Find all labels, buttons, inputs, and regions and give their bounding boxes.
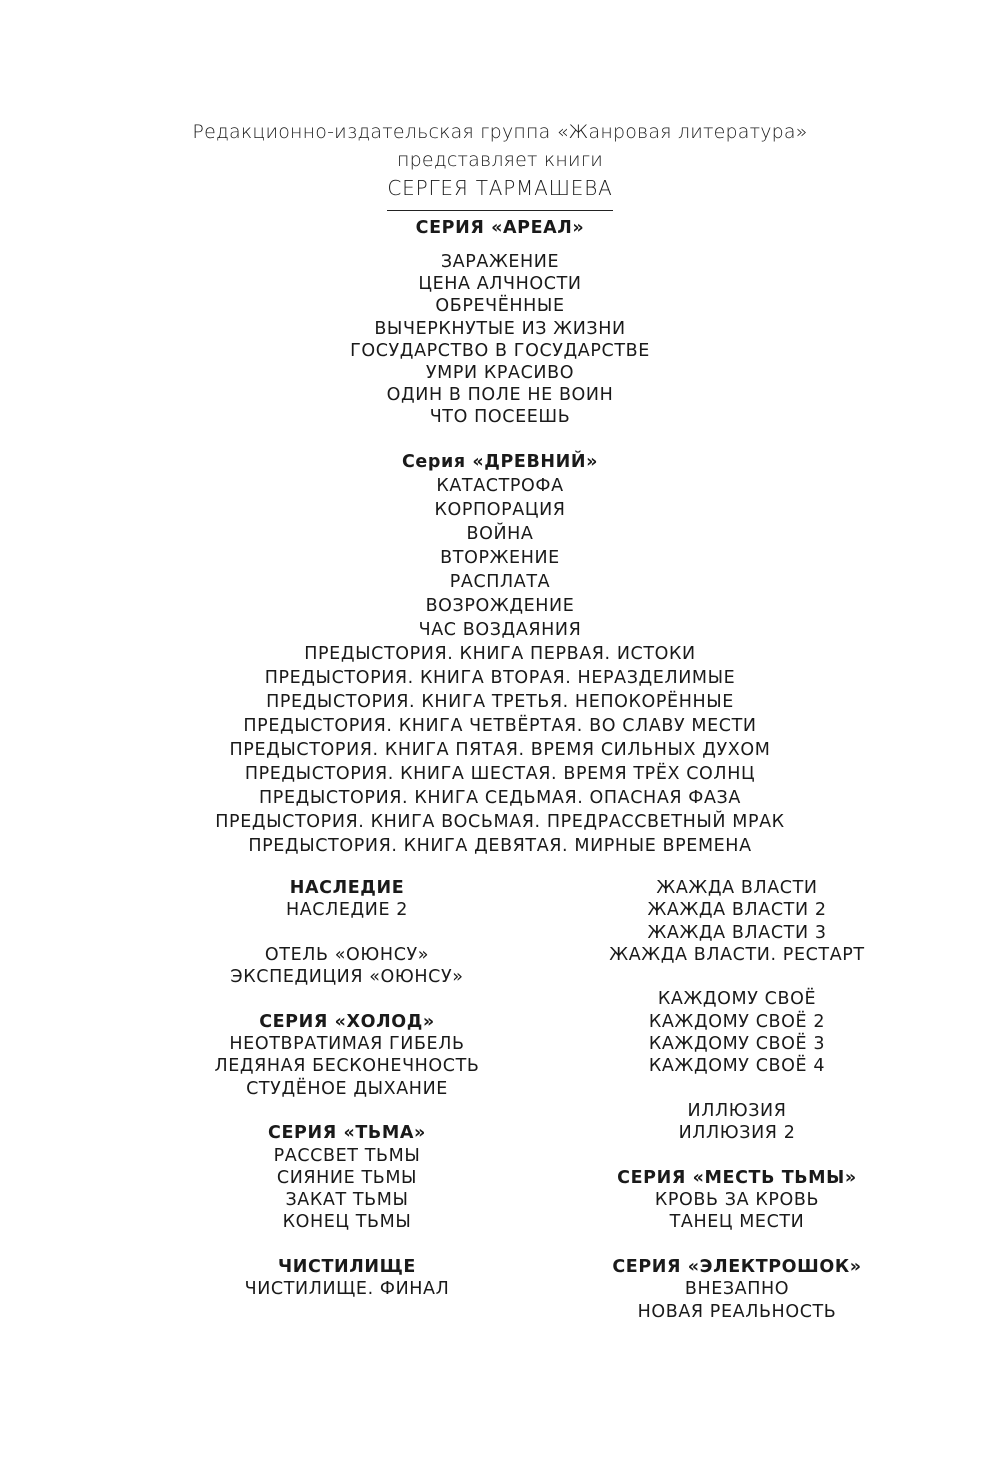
book-title: ГОСУДАРСТВО В ГОСУДАРСТВЕ bbox=[350, 340, 650, 361]
series-tma bbox=[157, 1122, 537, 1233]
presents-line: представляет книги bbox=[397, 149, 603, 171]
series-heading: СЕРИЯ «МЕСТЬ ТЬМЫ» bbox=[617, 1167, 857, 1188]
book-title: ЧАС ВОЗДАЯНИЯ bbox=[418, 620, 582, 640]
book-title: КАЖДОМУ СВОЁ 4 bbox=[648, 1056, 826, 1077]
book-title: ВНЕЗАПНО bbox=[684, 1279, 790, 1300]
book-title: ИЛЛЮЗИЯ 2 bbox=[678, 1123, 796, 1144]
book-title: КРОВЬ ЗА КРОВЬ bbox=[654, 1190, 820, 1211]
series-heading: СЕРИЯ «ХОЛОД» bbox=[259, 1011, 435, 1032]
series-heading: СЕРИЯ «ЭЛЕКТРОШОК» bbox=[612, 1257, 862, 1278]
book-title: ПРЕДЫСТОРИЯ. КНИГА ЧЕТВЁРТАЯ. ВО СЛАВУ МЕСТИ bbox=[243, 716, 757, 736]
book-title: ПРЕДЫСТОРИЯ. КНИГА ПЕРВАЯ. ИСТОКИ bbox=[304, 644, 696, 664]
book-title: РАСПЛАТА bbox=[449, 572, 551, 592]
book-title: КАТАСТРОФА bbox=[436, 476, 564, 496]
book-title: ЧТО ПОСЕЕШЬ bbox=[429, 407, 571, 428]
book-title: ВЫЧЕРКНУТЫЕ ИЗ ЖИЗНИ bbox=[374, 318, 626, 339]
right-column bbox=[547, 877, 927, 1345]
book-title: НОВАЯ РЕАЛЬНОСТЬ bbox=[637, 1301, 837, 1322]
book-title: ВОЗРОЖДЕНИЕ bbox=[425, 596, 575, 616]
book-title: КАЖДОМУ СВОЁ 2 bbox=[648, 1011, 826, 1032]
book-title: КОРПОРАЦИЯ bbox=[434, 500, 566, 520]
book-title: ИЛЛЮЗИЯ bbox=[687, 1100, 787, 1121]
book-title: НАСЛЕДИЕ 2 bbox=[285, 900, 409, 921]
book-title: ПРЕДЫСТОРИЯ. КНИГА ДЕВЯТАЯ. МИРНЫЕ ВРЕМЕНА bbox=[248, 836, 752, 856]
book-title: ПРЕДЫСТОРИЯ. КНИГА СЕДЬМАЯ. ОПАСНАЯ ФАЗА bbox=[259, 788, 741, 808]
series-holod bbox=[157, 1011, 537, 1100]
author-name: СЕРГЕЯ ТАРМАШЕВА bbox=[387, 176, 613, 200]
series-elektroshok bbox=[547, 1256, 927, 1323]
series-zhazhda bbox=[547, 877, 927, 966]
series-areal bbox=[0, 216, 1000, 429]
book-title: ПРЕДЫСТОРИЯ. КНИГА ТРЕТЬЯ. НЕПОКОРЁННЫЕ bbox=[266, 692, 734, 712]
series-oyunsu bbox=[157, 944, 537, 989]
book-title: КАЖДОМУ СВОЁ 3 bbox=[648, 1034, 826, 1055]
book-title: КАЖДОМУ СВОЁ bbox=[657, 989, 817, 1010]
series-heading: ЧИСТИЛИЩЕ bbox=[278, 1257, 416, 1278]
series-chistilische bbox=[157, 1256, 537, 1301]
series-drevniy bbox=[0, 450, 1000, 858]
book-title: КОНЕЦ ТЬМЫ bbox=[282, 1212, 412, 1233]
book-title: ОТЕЛЬ «ОЮНСУ» bbox=[264, 944, 430, 965]
book-title: ЛЕДЯНАЯ БЕСКОНЕЧНОСТЬ bbox=[214, 1056, 480, 1077]
book-title: ЖАЖДА ВЛАСТИ bbox=[656, 878, 818, 898]
series-illyuziya bbox=[547, 1100, 927, 1145]
book-title: СИЯНИЕ ТЬМЫ bbox=[276, 1167, 418, 1188]
series-heading: СЕРИЯ «ТЬМА» bbox=[268, 1123, 426, 1144]
book-title: ЖАЖДА ВЛАСТИ. РЕСТАРТ bbox=[609, 944, 865, 965]
book-title: ЗАРАЖЕНИЕ bbox=[440, 252, 560, 272]
publisher-header bbox=[0, 118, 1000, 211]
book-title: НЕОТВРАТИМАЯ ГИБЕЛЬ bbox=[229, 1034, 465, 1055]
series-heading: Серия «ДРЕВНИЙ» bbox=[401, 452, 599, 472]
book-title: ЧИСТИЛИЩЕ. ФИНАЛ bbox=[244, 1279, 450, 1300]
book-title: ЖАЖДА ВЛАСТИ 2 bbox=[647, 900, 827, 921]
series-mest-tmy bbox=[547, 1167, 927, 1234]
book-title: УМРИ КРАСИВО bbox=[425, 363, 575, 384]
publisher-line: Редакционно-издательская группа «Жанровая литература» bbox=[192, 121, 808, 143]
book-title: ВОЙНА bbox=[466, 524, 534, 544]
divider bbox=[387, 210, 613, 211]
series-nasledie bbox=[157, 877, 537, 922]
book-title: РАССВЕТ ТЬМЫ bbox=[273, 1145, 421, 1166]
book-title: ТАНЕЦ МЕСТИ bbox=[669, 1212, 805, 1233]
left-column bbox=[157, 877, 537, 1323]
series-heading: СЕРИЯ «АРЕАЛ» bbox=[415, 218, 585, 238]
book-title: ЗАКАТ ТЬМЫ bbox=[285, 1190, 409, 1211]
book-title: ПРЕДЫСТОРИЯ. КНИГА ВТОРАЯ. НЕРАЗДЕЛИМЫЕ bbox=[264, 668, 736, 688]
series-heading: НАСЛЕДИЕ bbox=[289, 878, 405, 898]
book-title: СТУДЁНОЕ ДЫХАНИЕ bbox=[246, 1078, 448, 1099]
book-title: ЖАЖДА ВЛАСТИ 3 bbox=[647, 922, 827, 943]
book-title: ПРЕДЫСТОРИЯ. КНИГА ШЕСТАЯ. ВРЕМЯ ТРЁХ СОЛНЦ bbox=[244, 764, 756, 784]
book-title: ЭКСПЕДИЦИЯ «ОЮНСУ» bbox=[230, 967, 464, 988]
book-title: ОБРЕЧЁННЫЕ bbox=[435, 296, 565, 317]
book-title: ПРЕДЫСТОРИЯ. КНИГА ПЯТАЯ. ВРЕМЯ СИЛЬНЫХ ДУХОМ bbox=[229, 740, 771, 760]
book-title: ПРЕДЫСТОРИЯ. КНИГА ВОСЬМАЯ. ПРЕДРАССВЕТНЫЙ МРАК bbox=[215, 812, 785, 832]
series-kazhdomu bbox=[547, 988, 927, 1077]
book-title: ОДИН В ПОЛЕ НЕ ВОИН bbox=[386, 385, 614, 406]
book-title: ЦЕНА АЛЧНОСТИ bbox=[418, 274, 582, 295]
book-title: ВТОРЖЕНИЕ bbox=[440, 548, 560, 568]
